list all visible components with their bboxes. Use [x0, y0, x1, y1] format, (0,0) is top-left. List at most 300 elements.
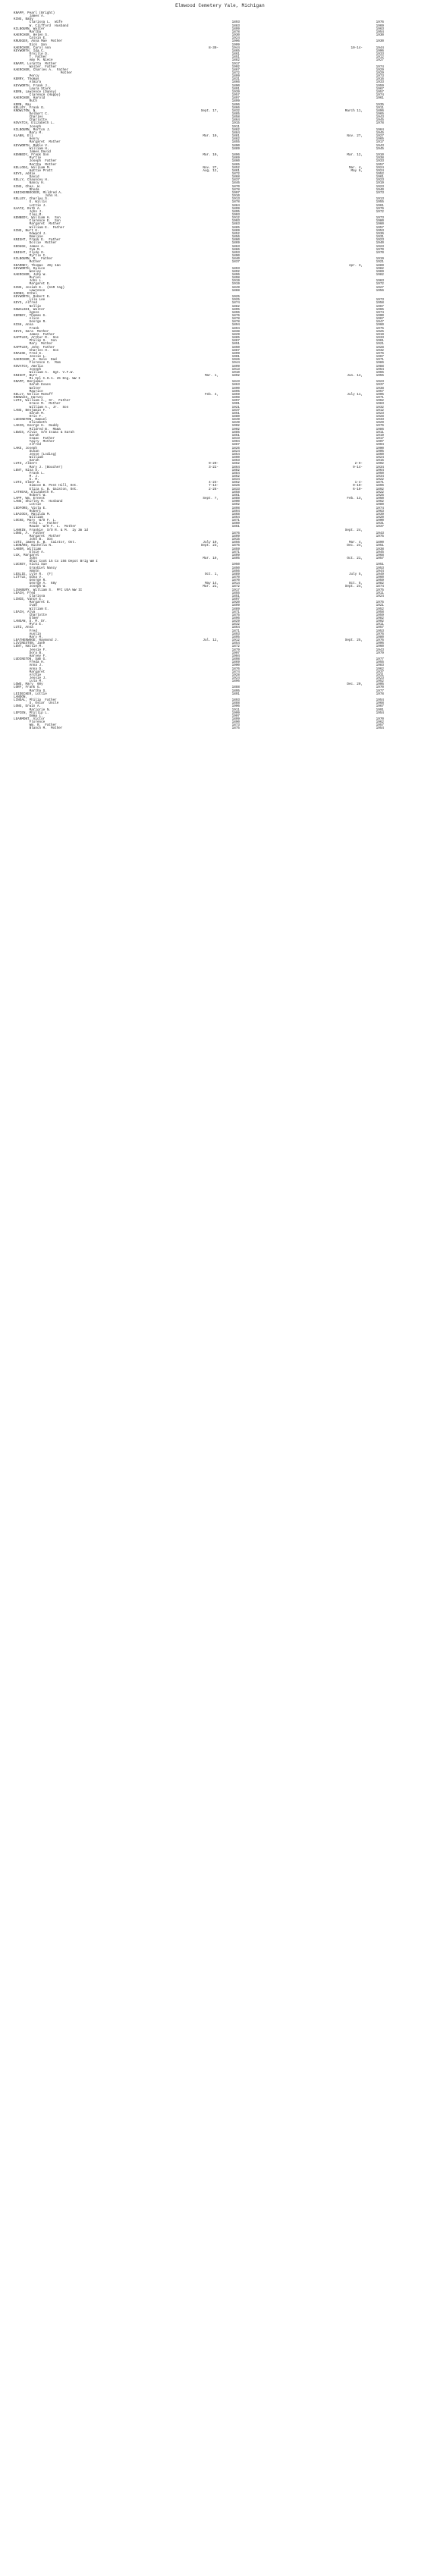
person-name: Archie	[14, 673, 42, 677]
person-name: Rhoda	[14, 187, 39, 192]
death-year: 1971	[376, 358, 384, 362]
death-year: 1933	[376, 159, 384, 164]
death-year: 1986	[376, 361, 384, 366]
death-year: 1975	[376, 588, 384, 592]
person-name: LUTZ, Albert	[14, 462, 37, 466]
birth-year: 1878	[231, 320, 240, 325]
death-year: 1952	[376, 171, 384, 176]
death-year: 1931	[376, 673, 384, 677]
birth-date: Sept. 23,	[200, 544, 218, 548]
person-name: Margaret Mother	[14, 222, 61, 227]
person-name: Elizabeth	[14, 421, 47, 425]
death-year: 1923	[376, 411, 384, 416]
birth-year: 1861	[231, 168, 240, 173]
birth-year: 1895	[231, 307, 240, 312]
person-name: Myra E.	[14, 623, 43, 627]
birth-date: 8-30-	[209, 45, 218, 50]
birth-year: 1861	[231, 52, 240, 57]
person-name: Amy M. Niece	[14, 58, 53, 63]
person-name: Dick Son	[14, 42, 47, 47]
person-name: KILBOURN, Walter	[14, 27, 46, 31]
death-year: 1972	[376, 209, 384, 214]
death-year: 1968	[376, 701, 384, 706]
birth-year: 1852	[231, 231, 240, 236]
birth-year: 1899	[231, 364, 240, 369]
person-name: LEACOCK, Matilda M.	[14, 512, 51, 516]
death-year: 1917	[376, 437, 384, 441]
death-year: 1932	[376, 405, 384, 409]
death-year: 1976	[376, 206, 384, 211]
person-name: William	[14, 516, 43, 519]
birth-year: 1926	[231, 358, 240, 362]
person-name: Mi Cpl C.O.A. 25 Eng. WW I	[14, 377, 80, 381]
birth-year: 1863	[231, 459, 240, 463]
birth-year: 1869	[231, 156, 240, 161]
death-year: 1945	[376, 118, 384, 123]
death-year: 1963	[376, 279, 384, 284]
birth-year: 1859	[231, 547, 240, 551]
person-name: George A. 68y	[14, 582, 57, 586]
death-date: May 6,	[350, 168, 363, 173]
person-name: KEYWORTH, Dulice	[14, 266, 46, 271]
birth-year: 1885	[231, 336, 240, 340]
death-year: 1921	[376, 260, 384, 265]
death-year: 1976	[376, 632, 384, 636]
person-name: Muriel	[14, 276, 42, 281]
death-year: 1957	[376, 162, 384, 167]
birth-year: 1913	[231, 197, 240, 202]
death-year: 1900	[376, 314, 384, 318]
birth-year: 1944	[231, 361, 240, 366]
birth-year: 1865	[231, 49, 240, 53]
birth-year: 1855	[231, 140, 240, 145]
birth-year: 1879	[231, 648, 240, 652]
death-year: 1892	[376, 487, 384, 491]
birth-year: 1893	[231, 266, 240, 271]
death-year: 1940	[376, 241, 384, 246]
person-name: LUTZ, James E. B. Caistor, Ont.	[14, 541, 77, 545]
death-year: 1971	[376, 396, 384, 400]
death-year: 1920	[376, 516, 384, 519]
death-year: 1965	[376, 137, 384, 142]
death-year: 1939	[376, 512, 384, 516]
birth-year: 1883	[231, 222, 240, 227]
person-name: John	[14, 557, 37, 561]
burial-row	[14, 727, 440, 730]
birth-year: 1855	[231, 591, 240, 595]
birth-date: Mar. 1,	[204, 373, 218, 378]
death-year: 1953	[376, 629, 384, 633]
death-year: 1957	[376, 557, 384, 561]
person-name: Elsie A.	[14, 550, 46, 554]
death-year: 1970	[376, 247, 384, 252]
person-name: Florence	[14, 720, 46, 725]
birth-year: 1863	[231, 383, 240, 387]
birth-year: 1872	[231, 585, 240, 589]
death-date: 9-14-	[353, 465, 363, 469]
person-name: KNIGHT, Burt	[14, 373, 37, 378]
death-year: 1962	[376, 720, 384, 725]
birth-year: 1866	[231, 80, 240, 85]
person-name: KOVATCH, Amelia	[14, 364, 43, 369]
birth-year: 1895	[231, 209, 240, 214]
person-name: Jessie J.	[14, 676, 47, 680]
birth-year: 1900	[231, 500, 240, 504]
person-name: KAERCHER, Harold	[14, 96, 46, 101]
death-year: 1931	[376, 522, 384, 526]
person-name: LEWIS, Alvin S/O Isaac & Sarah	[14, 430, 74, 435]
birth-date: Mar. 10,	[203, 134, 218, 139]
death-year: 1954	[376, 726, 384, 731]
person-name: Martha S.	[14, 689, 47, 693]
person-name: LUCKEY, Vicki Sue	[14, 563, 47, 567]
birth-date: 9-20-	[209, 462, 218, 466]
birth-year: 1882	[231, 468, 240, 472]
death-year: 1933	[376, 52, 384, 57]
death-year: 1937	[376, 525, 384, 529]
birth-year: 1882	[231, 58, 240, 63]
death-year: 1959	[376, 579, 384, 583]
birth-year: 1875	[231, 613, 240, 617]
death-year: 1962	[376, 667, 384, 671]
death-year: 1936	[376, 231, 384, 236]
person-name: KNAPP, Loretta Mother	[14, 61, 57, 66]
person-name: Robert W.	[14, 493, 47, 497]
death-year: 1944	[376, 45, 384, 50]
person-name: Amnon	[14, 569, 39, 573]
death-year: 1923	[376, 676, 384, 680]
death-year: 1922	[376, 478, 384, 482]
death-year: 1954	[376, 30, 384, 34]
person-name: Sarah Evans	[14, 383, 51, 387]
birth-year: 1850	[231, 566, 240, 570]
person-name: KEOUGH, James A.	[14, 244, 46, 249]
death-year: 1902	[376, 462, 384, 466]
person-name: Blanch M. Mother	[14, 726, 63, 731]
person-name: John J.	[14, 209, 43, 214]
death-year: 1970	[376, 250, 384, 255]
birth-year: 1838	[231, 329, 240, 334]
death-year: 1963	[376, 27, 384, 31]
person-name: Dollie Mother	[14, 241, 57, 246]
person-name: LITTLE, Edna V.	[14, 575, 43, 579]
birth-year: 1903	[231, 219, 240, 224]
death-year: 1969	[376, 269, 384, 274]
birth-year: 1897	[231, 96, 240, 101]
birth-year: 1900	[231, 664, 240, 668]
person-name: LEACH, Alva	[14, 610, 36, 614]
birth-year: 1889	[231, 228, 240, 233]
birth-year: 1892	[231, 503, 240, 507]
person-name: Florence C. Mom	[14, 361, 61, 366]
person-name: George R.	[14, 320, 47, 325]
birth-year: 1887	[231, 443, 240, 447]
person-name: LESLIE, Lyle R. (F)	[14, 572, 53, 576]
birth-date: Oct. 1,	[204, 572, 218, 576]
death-date: Oct. 21,	[347, 557, 363, 561]
person-name: Margaret	[14, 670, 46, 674]
death-year: 1931	[376, 235, 384, 240]
birth-date: Nov. 27,	[203, 165, 218, 170]
birth-year: 1894	[231, 326, 240, 331]
person-name: LEATHERWOOD, Raymond J.	[14, 639, 59, 643]
person-name: Austin	[14, 632, 42, 636]
death-year: 1975	[376, 534, 384, 538]
death-year: 1912	[376, 55, 384, 60]
person-name: Lottie J.	[14, 203, 47, 208]
birth-year: 1893	[231, 250, 240, 255]
person-name: Philip S. Son	[14, 339, 57, 344]
birth-year: 1898	[231, 276, 240, 281]
birth-year: 1859	[231, 392, 240, 397]
person-name: Ohio Cook 15 Co 156 Depot Brig WW I	[14, 560, 98, 564]
person-name: KILBOURN, R. Father	[14, 257, 53, 262]
person-name: Clarence (Happy)	[14, 93, 61, 98]
person-name: Joseph	[14, 367, 42, 372]
person-name: LORF, Frank G.	[14, 686, 42, 690]
person-name: LAKE, Joseph	[14, 446, 37, 450]
death-year: 1945	[376, 146, 384, 151]
death-year: 1977	[376, 689, 384, 693]
person-name: Jesse (Loding)	[14, 452, 57, 457]
death-year: 1957	[376, 89, 384, 94]
person-name: Mother	[14, 260, 42, 265]
birth-year: 1919	[231, 282, 240, 287]
person-name: Percy	[14, 74, 39, 79]
death-year: 1968	[376, 553, 384, 557]
birth-year: 1925	[231, 298, 240, 303]
person-name: William	[14, 456, 43, 460]
person-name: Clarissa	[14, 594, 46, 598]
person-name: Freda H.	[14, 660, 46, 665]
person-name: Dora B.	[14, 651, 43, 655]
birth-date: 4-23-	[209, 481, 218, 485]
death-year: 1978	[376, 692, 384, 696]
birth-year: 1851	[231, 342, 240, 347]
person-name: LEDFORD, Viola E.	[14, 506, 47, 510]
birth-year: 1896	[231, 153, 240, 158]
death-year: 1925	[376, 329, 384, 334]
person-name: Joseph	[14, 124, 42, 129]
birth-year: 1957	[231, 93, 240, 98]
person-name: William A., Jr. Son	[14, 405, 69, 409]
birth-year: 1864	[231, 118, 240, 123]
death-year: 1980	[376, 635, 384, 639]
birth-year: 1865	[231, 162, 240, 167]
birth-year: 1919	[231, 279, 240, 284]
person-name: Nellie	[14, 304, 42, 309]
death-date: 2-9-	[354, 462, 363, 466]
death-year: 1974	[376, 310, 384, 315]
death-year: 1943	[376, 115, 384, 120]
death-year: 1983	[376, 664, 384, 668]
death-year: 1973	[376, 298, 384, 303]
death-year: 1923	[376, 244, 384, 249]
death-year: 1902	[376, 620, 384, 624]
death-year: 1950	[376, 497, 384, 501]
death-year: 1973	[376, 216, 384, 221]
person-name: LUTZ, Anna	[14, 626, 33, 630]
death-year: 1978	[376, 121, 384, 126]
death-year: 1907	[376, 440, 384, 444]
person-name: KOVATCH, Elizabeth L.	[14, 121, 55, 126]
birth-year: 1876	[231, 314, 240, 318]
death-year: 1930	[376, 33, 384, 38]
birth-year: 1899	[231, 27, 240, 31]
death-year: 1982	[376, 272, 384, 277]
person-name: Delbert C.	[14, 112, 49, 116]
person-name: Lila Lee	[14, 298, 46, 303]
birth-year: 1872	[231, 645, 240, 649]
birth-year: 1851	[231, 594, 240, 598]
birth-date: 7-13-	[209, 484, 218, 488]
person-name: Emeline	[14, 235, 43, 240]
person-name: James Father	[14, 332, 55, 337]
person-name: LEIDECKER, Lottie	[14, 692, 47, 696]
birth-year: 1837	[231, 408, 240, 413]
burial-list	[0, 12, 440, 731]
death-year: 1938	[376, 386, 384, 391]
death-year: 1940	[376, 187, 384, 192]
death-year: 1955	[376, 200, 384, 205]
death-date: Apr. 3,	[348, 263, 363, 268]
death-year: 1974	[376, 506, 384, 510]
death-year: 1949	[376, 572, 384, 576]
birth-year: 1898	[231, 396, 240, 400]
person-name: KERRY, Thomas	[14, 77, 39, 82]
person-name: Henry	[14, 137, 39, 142]
death-year: 1912	[376, 408, 384, 413]
person-name: Laura Stark	[14, 86, 51, 91]
person-name: Mary M.	[14, 130, 43, 135]
birth-year: 1850	[231, 345, 240, 350]
birth-year: 1907	[231, 714, 240, 718]
death-year: 1962	[376, 399, 384, 403]
person-name: LUTZ, William A., Sr. Father	[14, 399, 71, 403]
person-name: Grace M. Mother	[14, 402, 61, 406]
death-year: 1967	[376, 304, 384, 309]
birth-year: 1833	[231, 487, 240, 491]
death-year: 1959	[376, 613, 384, 617]
death-year: 1980	[376, 503, 384, 507]
birth-year: 1860	[231, 159, 240, 164]
birth-year: 1890	[231, 254, 240, 259]
death-year: 1906	[376, 49, 384, 53]
birth-year: 1888	[231, 686, 240, 690]
birth-year: 1849	[231, 285, 240, 290]
birth-year: 1892	[231, 269, 240, 274]
birth-year: 1884	[231, 471, 240, 475]
birth-year: 1860	[231, 522, 240, 526]
death-year: 1890	[376, 541, 384, 545]
death-date: Dec. 24,	[347, 544, 363, 548]
person-name: Mary Mother	[14, 342, 53, 347]
death-year: 1980	[376, 219, 384, 224]
person-name: Jessie L.	[14, 355, 47, 359]
birth-year: 1882	[231, 127, 240, 132]
birth-year: 1894	[231, 509, 240, 513]
birth-year: 1862	[231, 481, 240, 485]
birth-year: 1869	[231, 660, 240, 665]
birth-year: 1851	[231, 433, 240, 438]
person-name: Nancy H.	[14, 181, 46, 186]
person-name: Orville D.	[14, 52, 49, 57]
death-year: 1964	[376, 367, 384, 372]
person-name: KNOWLES, Harvey	[14, 396, 43, 400]
birth-year: 1891	[231, 692, 240, 696]
death-year: 1956	[376, 288, 384, 293]
person-name: KEYWORTH, Mable V.	[14, 143, 49, 148]
person-name: James A.	[14, 14, 46, 19]
person-name: James David	[14, 149, 51, 154]
death-year: 1967	[376, 704, 384, 709]
death-year: 1967	[376, 86, 384, 91]
death-year: 1957	[376, 225, 384, 230]
death-year: 1976	[376, 424, 384, 428]
death-year: 1919	[376, 332, 384, 337]
person-name: Edward J.	[14, 231, 47, 236]
person-name: Jessie F.	[14, 648, 47, 652]
death-year: 1962	[376, 500, 384, 504]
death-year: 1926	[376, 493, 384, 497]
person-name: LEARMONT, Victor	[14, 717, 46, 721]
birth-year: 1907	[231, 651, 240, 655]
death-year: 1924	[376, 165, 384, 170]
death-year: 1924	[376, 594, 384, 598]
person-name: Mother	[14, 71, 73, 75]
person-name: LONG, A. Father	[14, 531, 46, 535]
birth-year: 1831	[231, 77, 240, 82]
page-title: Elmwood Cemetery Yale, Michigan	[175, 3, 265, 8]
death-year: 1923	[376, 178, 384, 183]
death-year: 1938	[376, 156, 384, 161]
person-name: Calvin E.	[14, 36, 47, 41]
person-name: W. Clifford Husband	[14, 24, 69, 28]
birth-year: 1895	[231, 635, 240, 639]
person-name: Elmer	[14, 617, 39, 620]
birth-year: 1886	[231, 247, 240, 252]
birth-year: 1856	[231, 569, 240, 573]
death-year: 1976	[376, 639, 384, 643]
person-name: KNAPP, Benjamin	[14, 380, 43, 384]
birth-year: 1860	[231, 238, 240, 243]
death-year: 1951	[376, 544, 384, 548]
birth-year: 1884	[231, 203, 240, 208]
birth-year: 1899	[231, 604, 240, 608]
person-name: Emma L.	[14, 714, 43, 718]
person-name: T. Father	[14, 55, 47, 60]
birth-year: 1898	[231, 657, 240, 662]
birth-year: 1874	[231, 670, 240, 674]
birth-year: 1891	[231, 86, 240, 91]
person-name: S. Oscar Uncle	[14, 701, 59, 706]
death-year: 1934	[376, 474, 384, 478]
birth-year: 1862	[231, 474, 240, 478]
death-year: 1935	[376, 102, 384, 107]
death-year: 1874	[376, 585, 384, 589]
death-year: 1900	[376, 446, 384, 450]
death-year: 1986	[376, 427, 384, 431]
birth-date: Mar. 10,	[203, 153, 218, 158]
birth-year: 1885	[231, 430, 240, 435]
death-year: 1973	[376, 74, 384, 79]
person-name: Agnes	[14, 310, 39, 315]
birth-year: 1869	[231, 241, 240, 246]
death-year: 1988	[376, 364, 384, 369]
death-year: 1871	[376, 481, 384, 485]
birth-year: 1910	[231, 194, 240, 199]
birth-year: 1899	[231, 99, 240, 104]
